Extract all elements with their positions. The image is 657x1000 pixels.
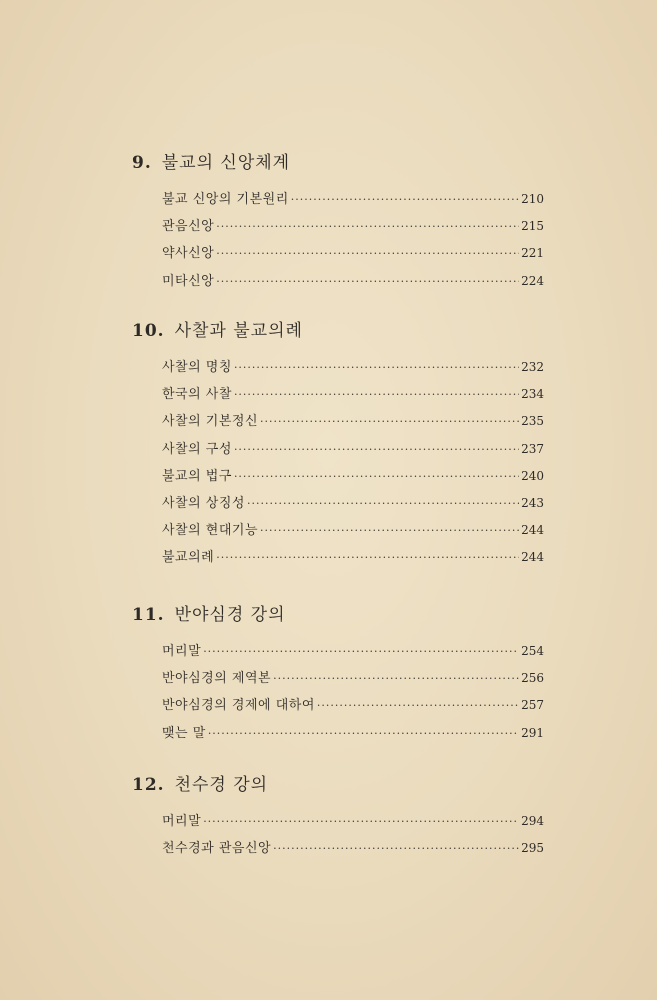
entry-title: 반야심경의 경제에 대하여 (162, 698, 315, 714)
chapter-11 (132, 602, 552, 747)
entry-page-number: 240 (521, 468, 544, 483)
dot-leader (247, 490, 519, 517)
entry-title: 사찰의 구성 (162, 441, 232, 457)
toc-entry (162, 240, 544, 267)
chapter-number: 10. (132, 321, 165, 341)
entry-page-number: 291 (521, 725, 544, 740)
toc-entry (162, 544, 544, 571)
entry-title: 약사신앙 (162, 246, 215, 262)
entry-page-number: 257 (521, 698, 544, 713)
toc-entry (162, 436, 544, 463)
dot-leader (234, 436, 519, 463)
dot-leader (203, 638, 519, 665)
toc-entry (162, 835, 544, 862)
chapter-title: 불교의 신앙체계 (161, 153, 291, 173)
chapter-12 (132, 772, 552, 862)
toc-entry (162, 517, 544, 544)
chapter-heading (132, 318, 552, 344)
toc-entry (162, 186, 544, 213)
entry-title: 머리말 (162, 814, 202, 829)
dot-leader (260, 517, 519, 544)
dot-leader (234, 381, 519, 408)
entry-title: 사찰의 기본정신 (162, 414, 259, 430)
entry-page-number: 221 (521, 246, 544, 261)
dot-leader (291, 186, 519, 213)
toc-entry (162, 268, 544, 295)
dot-leader (260, 408, 519, 435)
dot-leader (317, 692, 519, 719)
entry-page-number: 244 (521, 523, 544, 538)
dot-leader (216, 213, 519, 240)
entry-title: 반야심경의 제역본 (162, 671, 272, 687)
chapter-number: 11. (132, 605, 165, 625)
entry-page-number: 237 (521, 441, 544, 456)
chapter-10 (132, 318, 552, 572)
dot-leader (234, 463, 519, 490)
entry-page-number: 294 (521, 814, 544, 828)
entry-title: 한국의 사찰 (162, 387, 232, 403)
entry-page-number: 210 (521, 192, 544, 206)
toc-entry (162, 638, 544, 665)
dot-leader (273, 835, 519, 862)
entry-title: 천수경과 관음신앙 (162, 841, 272, 857)
entry-title: 관음신앙 (162, 219, 215, 235)
chapter-heading (132, 150, 552, 176)
entry-page-number: 224 (521, 273, 544, 288)
entry-page-number: 254 (521, 644, 544, 658)
entry-title: 사찰의 상징성 (162, 495, 245, 511)
chapter-heading (132, 602, 552, 628)
toc-entry (162, 808, 544, 835)
entry-title: 불교 신앙의 기본원리 (162, 192, 289, 207)
entry-title: 맺는 말 (162, 725, 206, 741)
entry-page-number: 244 (521, 550, 544, 565)
entry-title: 사찰의 명칭 (162, 360, 232, 375)
toc-entry (162, 354, 544, 381)
toc-entry (162, 720, 544, 747)
entry-title: 머리말 (162, 644, 202, 659)
entry-page-number: 215 (521, 219, 544, 234)
chapter-title: 사찰과 불교의례 (174, 321, 303, 341)
toc-entry (162, 213, 544, 240)
chapter-number: 12. (132, 775, 165, 795)
entry-page-number: 243 (521, 495, 544, 510)
chapter-heading (132, 772, 552, 798)
entry-page-number: 232 (521, 360, 544, 374)
entry-page-number: 256 (521, 671, 544, 686)
entry-page-number: 234 (521, 387, 544, 402)
entry-title: 미타신앙 (162, 273, 215, 289)
entry-title: 사찰의 현대기능 (162, 523, 259, 539)
dot-leader (216, 544, 519, 571)
dot-leader (203, 808, 519, 835)
toc-entry (162, 463, 544, 490)
toc-entry (162, 692, 544, 719)
dot-leader (208, 720, 519, 747)
dot-leader (216, 240, 519, 267)
entry-page-number: 295 (521, 841, 544, 856)
dot-leader (216, 268, 519, 295)
dot-leader (273, 665, 519, 692)
entry-page-number: 235 (521, 414, 544, 429)
toc-entry (162, 665, 544, 692)
toc-entry (162, 381, 544, 408)
chapter-9 (132, 150, 552, 295)
entry-title: 불교의 법구 (162, 468, 232, 484)
chapter-title: 반야심경 강의 (174, 605, 286, 625)
chapter-title: 천수경 강의 (174, 775, 269, 795)
entry-title: 불교의례 (162, 550, 215, 566)
chapter-number: 9. (132, 153, 152, 173)
toc-entry (162, 490, 544, 517)
toc-entry (162, 408, 544, 435)
dot-leader (234, 354, 519, 381)
